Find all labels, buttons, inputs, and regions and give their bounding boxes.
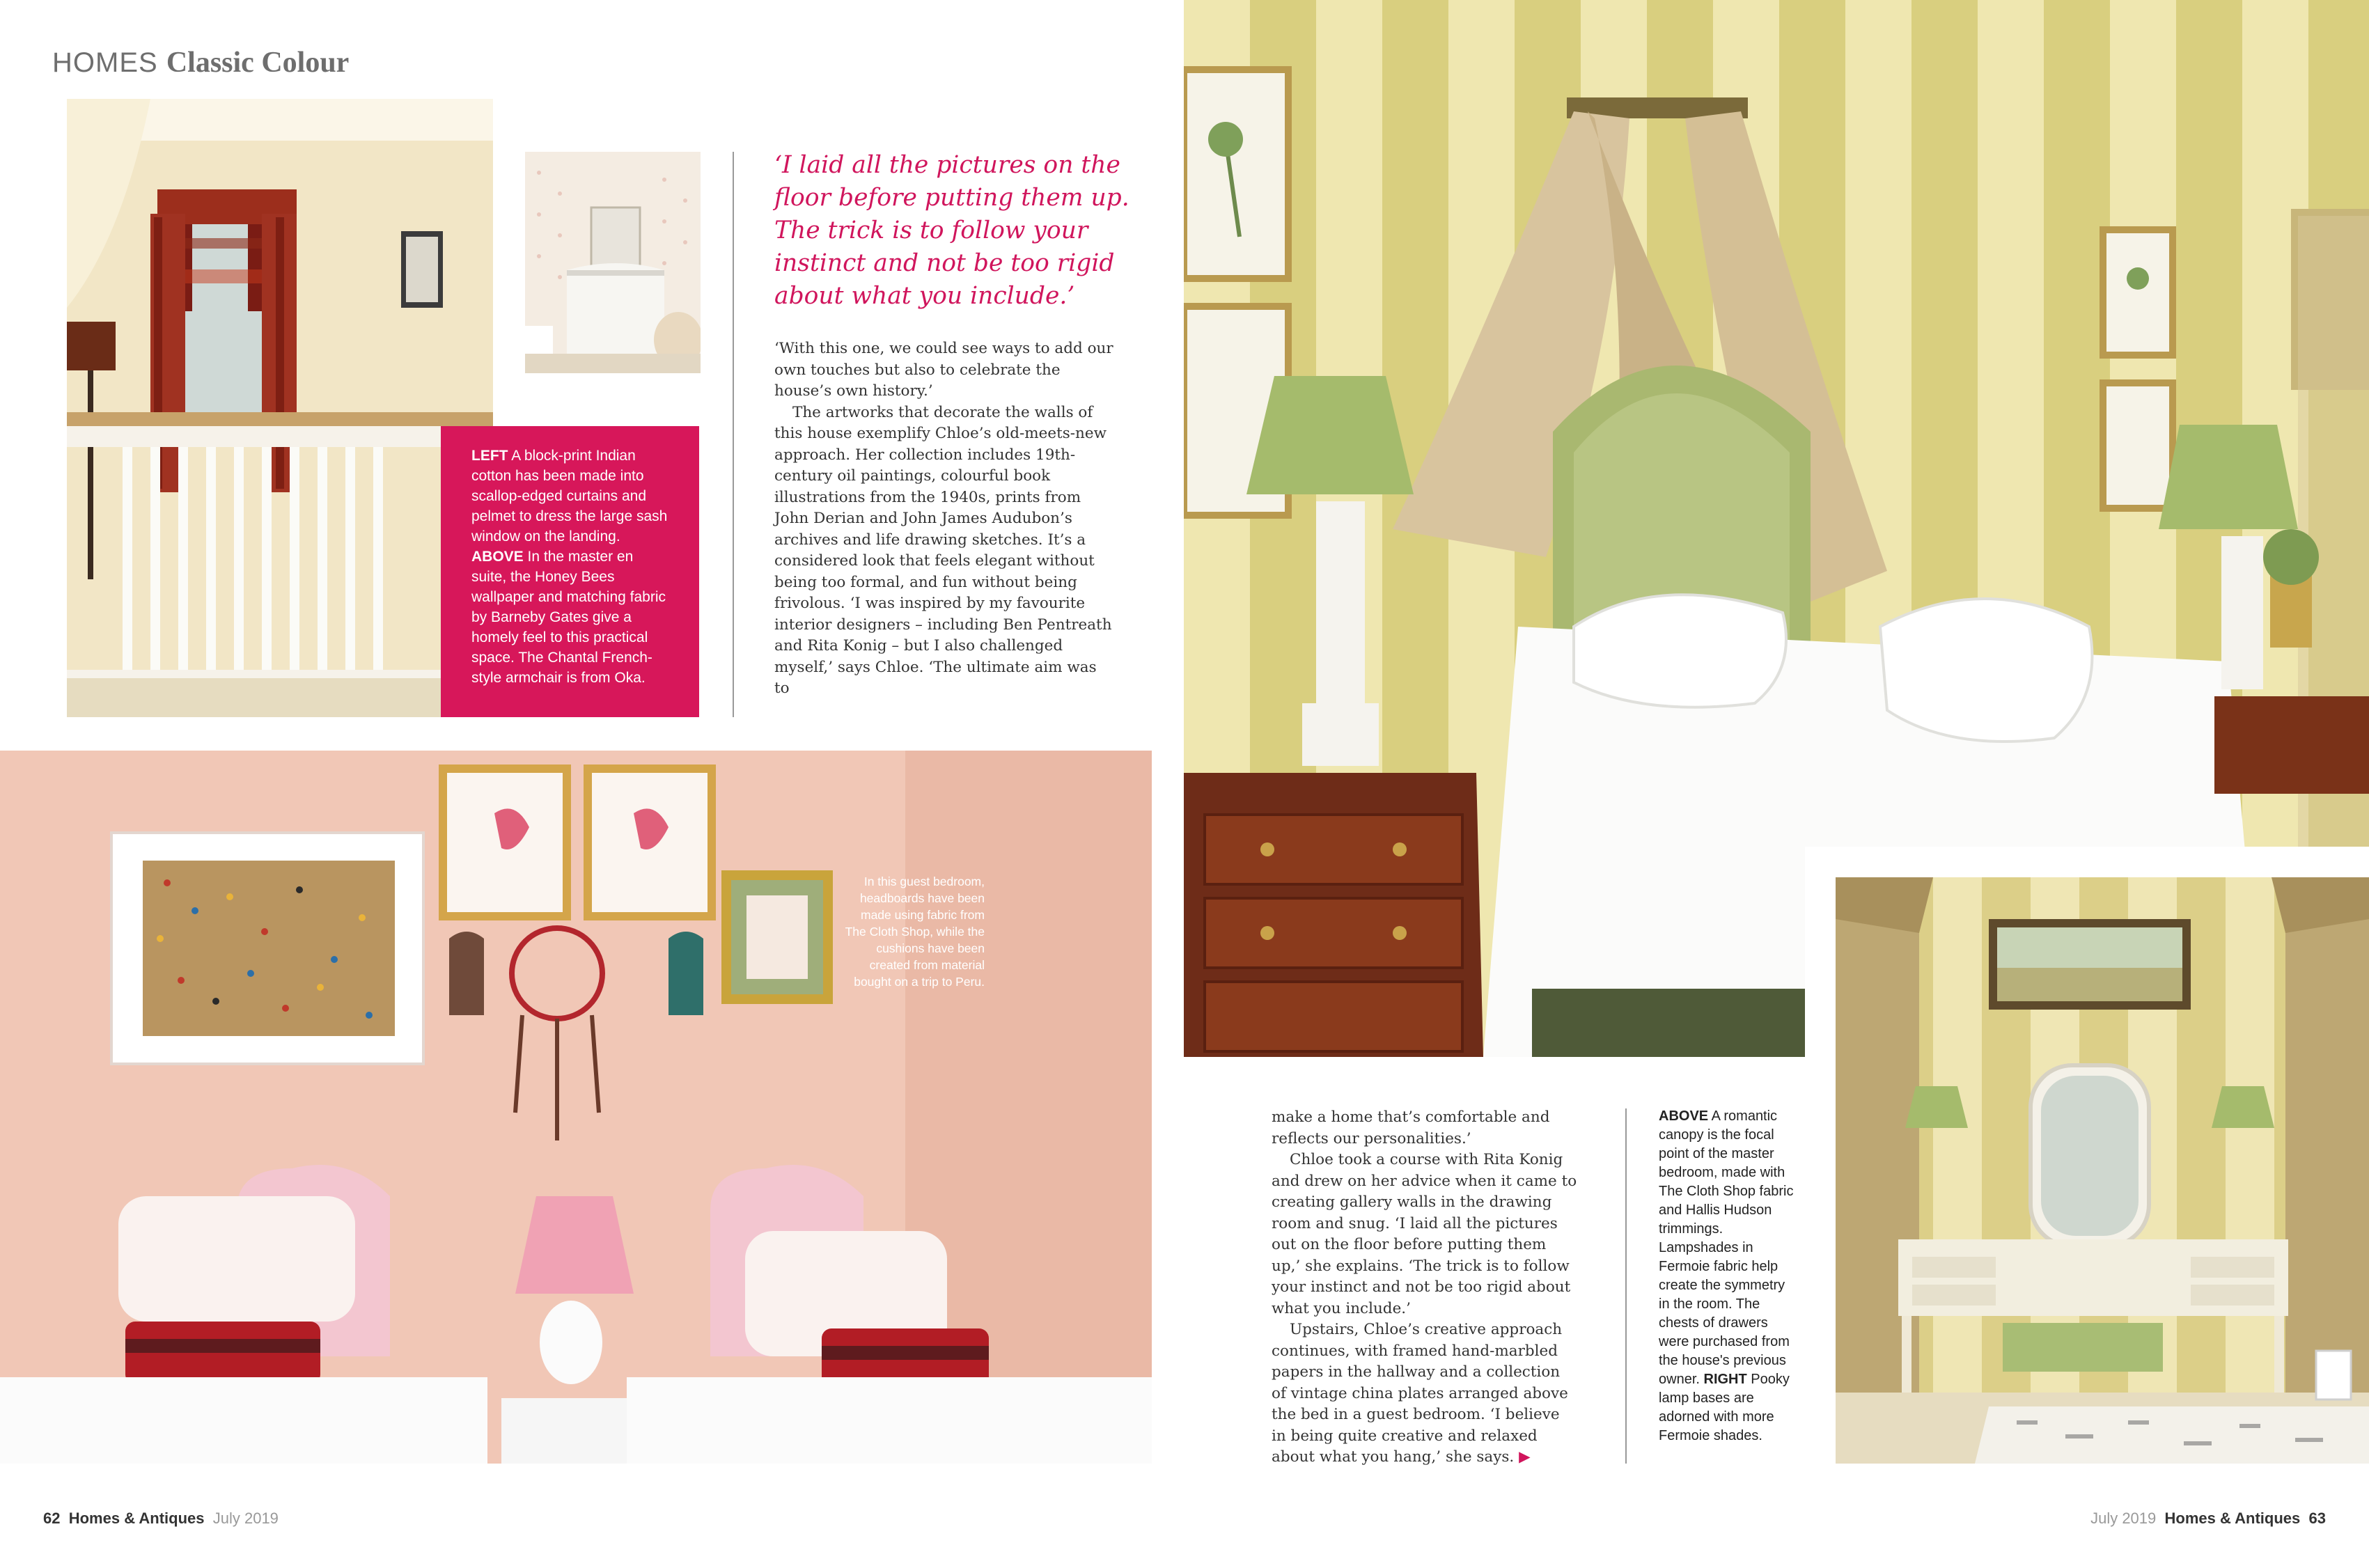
pull-quote: ‘I laid all the pictures on the floor before putting them up. The trick is to follow your instinct and not be too rigid about what you include.’ [774,151,1129,310]
magazine-name-right: Homes & Antiques [2164,1510,2301,1527]
caption-label-above: ABOVE [471,549,524,565]
caption-label-right: RIGHT [1703,1372,1747,1387]
footer-right [2090,1510,2326,1528]
paragraph: ‘With this one, we could see ways to add our own touches but also to celebrate the house’s own history.’ [774,340,1113,400]
article-column-1 [774,338,1116,700]
page-number-left: 62 [43,1510,61,1527]
master-bedroom-caption [1659,1107,1798,1445]
guest-bedroom-photo [0,751,1152,1464]
paragraph: Chloe took a course with Rita Konig and drew on her advice when it came to creating gallery walls in the drawing room and snug. ‘I laid all the pictures out on the floor before putting them up,’ she explains. ‘The trick is to follow your instinct and not be too rigid about what you include.’ [1272,1151,1577,1317]
dressing-table-photo [1836,877,2369,1464]
caption-text-above: In the master en suite, the Honey Bees wallpaper and matching fabric by Barneby Gates give a homely feel to this practical space. The Chantal French-style armchair is from Oka. [471,549,666,686]
paragraph-text: Upstairs, Chloe’s creative approach continues, with framed hand-marbled papers in the hallway and a collection of vintage china plates arranged above the bed in a guest bedroom. ‘I believe in being quite creative and relaxed about what you hang,’ she says. [1272,1321,1568,1466]
paragraph: The artworks that decorate the walls of this house exemplify Chloe’s old-meets-new approach. Her collection includes 19th-century oil paintings, colourful book illustrations from the 1940s, prints from John Derian and John James Audubon’s archives and life drawing sketches. It’s a considered look that feels elegant without being too formal, and fun without being frivolous. ‘I was inspired by my favourite interior designers – including Ben Pentreath and Rita Konig – but I also challenged myself,’ says Chloe. ‘The ultimate aim was to [774,403,1112,697]
feature-title: Classic Colour [166,47,350,79]
paragraph [1272,1319,1578,1468]
caption-label-above: ABOVE [1659,1108,1709,1124]
page-number-right: 63 [2308,1510,2326,1527]
landing-caption-box [441,426,699,717]
issue-date-right: July 2019 [2090,1510,2157,1527]
column-rule-right [1625,1108,1627,1464]
ensuite-photo [525,152,701,373]
article-column-2 [1272,1107,1578,1468]
end-mark-icon: ▶ [1519,1448,1531,1466]
caption-text-above: A romantic canopy is the focal point of the master bedroom, made with The Cloth Shop fabric and Hallis Hudson trimmings. Lampshades in Fermoie fabric help create the symmetry in the room. The chests of drawers were purchased from the house's previous owner. [1659,1108,1794,1387]
section-label: HOMES [52,47,158,78]
column-rule-left [733,152,734,717]
landing-photo [67,99,493,717]
caption-label-left: LEFT [471,448,508,464]
paragraph: make a home that’s comfortable and reflects our personalities.’ [1272,1108,1550,1147]
guest-bedroom-caption: In this guest bedroom, headboards have been made using fabric from The Cloth Shop, while the cushions have been created from material bought on a trip to Peru. [845,875,985,989]
caption-text-right: Pooky lamp bases are adorned with more Fermoie shades. [1659,1372,1790,1443]
footer-left [43,1510,279,1528]
magazine-name-left: Homes & Antiques [68,1510,205,1527]
issue-date-left: July 2019 [212,1510,279,1527]
section-kicker [52,46,349,79]
caption-text-left: A block-print Indian cotton has been made into scallop-edged curtains and pelmet to dress the large sash window on the landing. [471,448,668,544]
